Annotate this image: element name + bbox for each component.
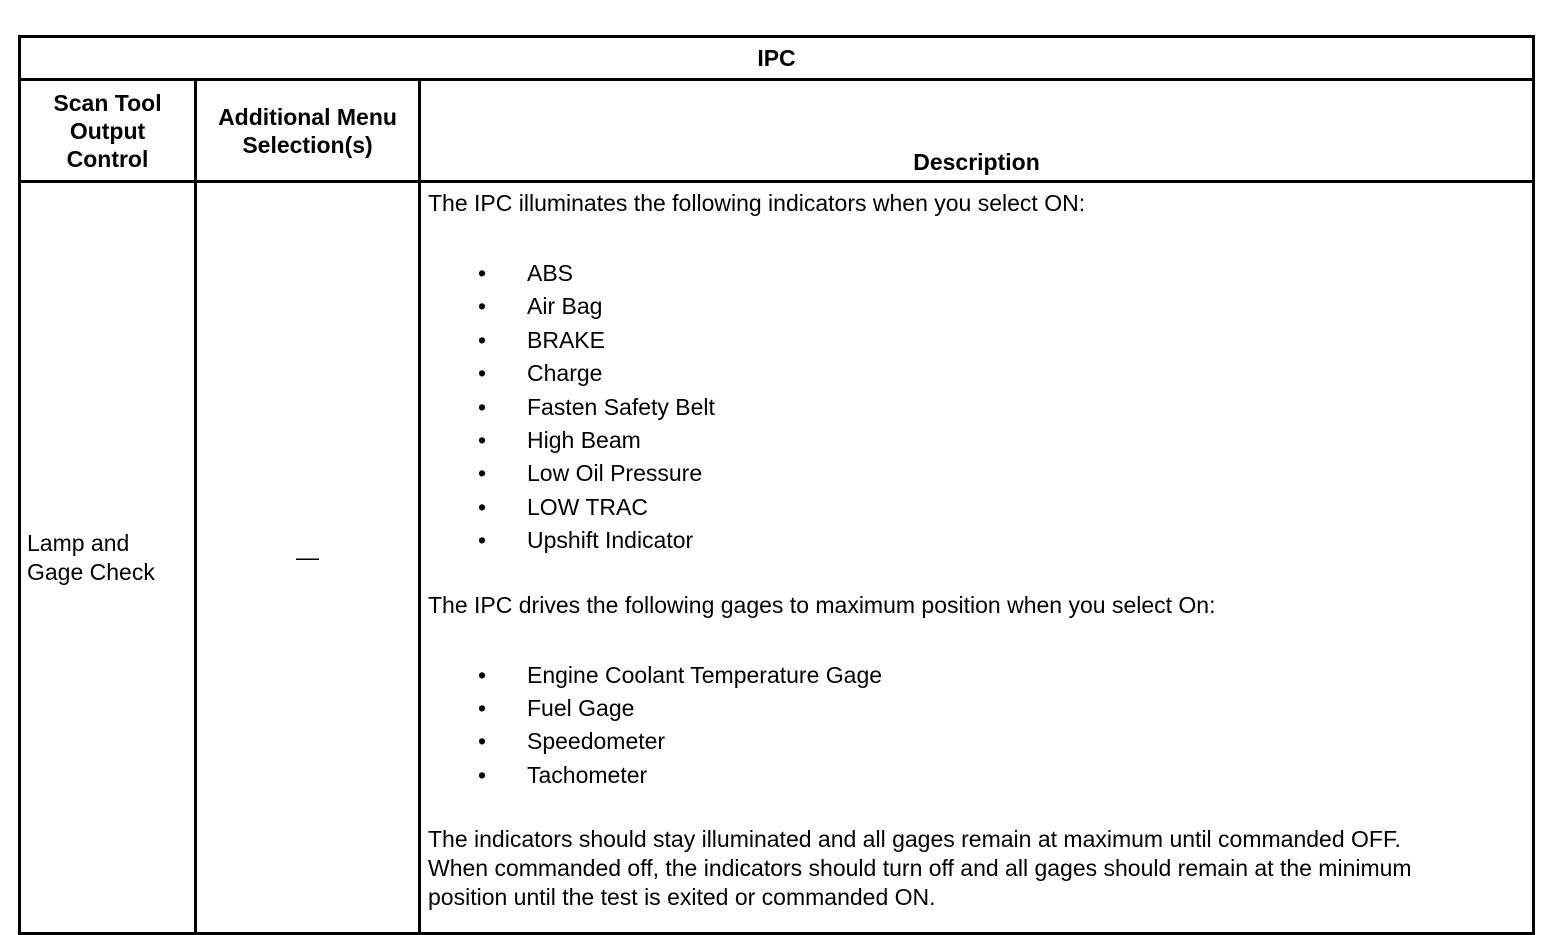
indicator-list <box>428 257 1522 558</box>
gages-intro: The IPC drives the following gages to maximum position when you select On: <box>428 591 1216 618</box>
indicator-label: ABS <box>527 260 574 286</box>
indicator-label: Upshift Indicator <box>527 527 694 554</box>
indicator-label: Fasten Safety Belt <box>527 393 715 420</box>
gage-label: Speedometer <box>527 728 666 755</box>
header-description: Description <box>420 80 1534 182</box>
bullet-icon: • <box>478 460 487 487</box>
list-item <box>428 659 1522 692</box>
bullet-icon: • <box>478 326 487 353</box>
title-row <box>20 37 1534 80</box>
header-line: Selection(s) <box>242 131 373 158</box>
closing-line: position until the test is exited or commanded ON. <box>428 884 936 911</box>
gage-label: Fuel Gage <box>527 694 635 721</box>
indicator-label: High Beam <box>527 426 641 453</box>
list-item <box>428 491 1522 524</box>
list-item <box>428 725 1522 758</box>
bullet-icon: • <box>478 527 487 554</box>
bullet-icon: • <box>478 260 487 286</box>
description-cell <box>420 182 1534 934</box>
menu-selection-cell: — <box>196 182 420 934</box>
list-item <box>428 357 1522 390</box>
bullet-icon: • <box>478 661 487 688</box>
gage-label: Tachometer <box>527 761 648 788</box>
table-title: IPC <box>20 37 1534 80</box>
list-item <box>428 424 1522 457</box>
table-row <box>20 182 1534 934</box>
bullet-icon: • <box>478 393 487 420</box>
ipc-table <box>18 35 1535 935</box>
bullet-icon: • <box>478 728 487 755</box>
header-row <box>20 80 1534 182</box>
header-line: Additional Menu <box>218 103 397 130</box>
output-control-cell <box>20 182 196 934</box>
bullet-icon: • <box>478 694 487 721</box>
bullet-icon: • <box>478 426 487 453</box>
list-item <box>428 290 1522 323</box>
indicators-intro: The IPC illuminates the following indicators when you select ON: <box>428 190 1086 216</box>
gage-list <box>428 659 1522 793</box>
list-item <box>428 324 1522 357</box>
bullet-icon: • <box>478 761 487 788</box>
output-control-line: Lamp and <box>27 529 130 556</box>
bullet-icon: • <box>478 293 487 320</box>
list-item <box>428 524 1522 557</box>
bullet-icon: • <box>478 493 487 520</box>
indicator-label: Low Oil Pressure <box>527 460 703 487</box>
indicator-label: Air Bag <box>527 293 603 320</box>
header-line: Control <box>66 145 149 172</box>
closing-line: The indicators should stay illuminated and all gages remain at maximum until commanded OFF. <box>428 826 1401 853</box>
bullet-icon: • <box>478 360 487 387</box>
list-item <box>428 692 1522 725</box>
list-item <box>428 457 1522 490</box>
list-item <box>428 257 1522 290</box>
closing-line: When commanded off, the indicators should turn off and all gages should remain at the minimum <box>428 855 1412 882</box>
gage-label: Engine Coolant Temperature Gage <box>527 661 883 688</box>
indicator-label: LOW TRAC <box>527 493 648 520</box>
header-scan-tool-output-control <box>20 80 196 182</box>
list-item <box>428 391 1522 424</box>
header-additional-menu-selections <box>196 80 420 182</box>
indicator-label: BRAKE <box>527 326 605 353</box>
list-item <box>428 759 1522 792</box>
indicator-label: Charge <box>527 360 603 387</box>
header-line: Output <box>69 117 146 144</box>
header-line: Scan Tool <box>53 89 162 116</box>
output-control-line: Gage Check <box>27 558 155 585</box>
